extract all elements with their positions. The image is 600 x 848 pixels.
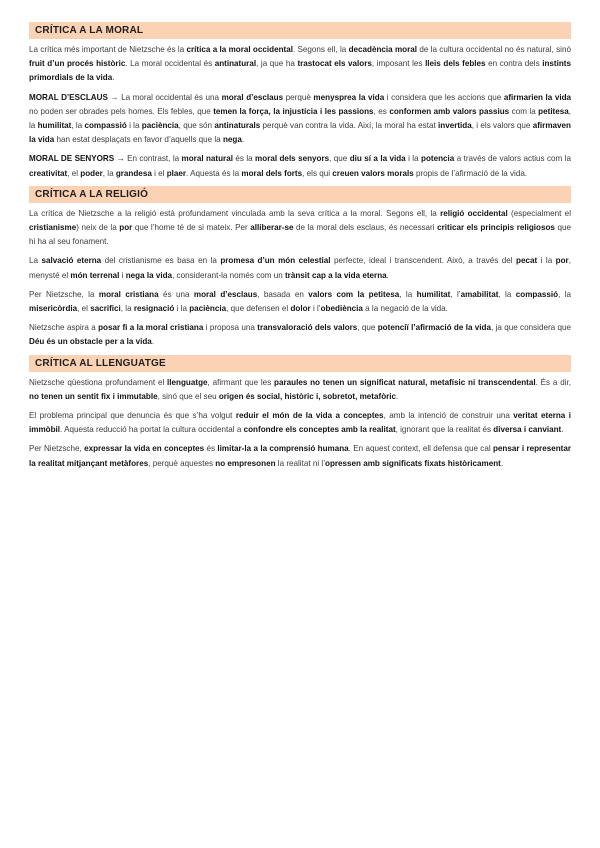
bold-text: pensar i representar la realitat mitjançant metàfores	[29, 444, 572, 468]
section-religio	[29, 186, 571, 350]
bold-text: compassió	[515, 289, 559, 299]
bold-text: petitesa	[538, 106, 569, 116]
text-run: , ignorant que la realitat és	[395, 425, 494, 435]
text-run: és	[204, 444, 218, 454]
text-run: perquè	[283, 92, 314, 102]
text-run: , la	[29, 106, 572, 131]
bold-text: afirmarien la vida	[503, 92, 572, 102]
bold-text: antinaturals	[214, 121, 261, 131]
bold-text: promesa d’un món celestial	[220, 256, 331, 266]
text-run: i el	[151, 168, 167, 178]
bold-text: opressen amb significats fixats històricament	[325, 458, 501, 468]
text-run: . Aquesta és la	[186, 168, 242, 178]
bold-text: llenguatge	[167, 377, 208, 387]
bold-text: dolor	[290, 304, 311, 314]
bold-text: afirmaven la vida	[29, 121, 571, 145]
bold-text: MORAL D’ESCLAUS	[29, 92, 108, 102]
bold-text: grandesa	[115, 168, 152, 178]
text-run: , que	[329, 154, 350, 164]
text-run: de la cultura occidental no és natural, sinó	[417, 45, 571, 54]
paragraph	[29, 442, 571, 470]
paragraph	[29, 43, 571, 86]
bold-text: moral dels senyors	[255, 154, 330, 164]
text-run: (especialment el	[507, 208, 571, 218]
bold-text: pecat	[516, 256, 538, 266]
bold-text: salvació eterna	[41, 256, 102, 266]
bold-text: paciència	[189, 304, 227, 314]
text-run: En contrast, la	[124, 154, 182, 164]
bold-text: sacrifici	[90, 304, 121, 314]
bold-text: instints primordials de la vida	[29, 59, 571, 83]
text-run: .	[241, 135, 245, 145]
text-run: .	[386, 270, 389, 280]
bold-text: amabilitat	[460, 289, 499, 299]
bold-text: Déu és un obstacle per a la vida	[29, 337, 152, 347]
text-run: i proposa una	[203, 323, 258, 333]
text-run: com la	[509, 106, 539, 116]
bold-text: transvaloració dels valors	[257, 323, 358, 333]
paragraph	[29, 254, 571, 282]
bold-text: MORAL DE SENYORS →	[29, 154, 125, 164]
text-run: La crítica de Nietzsche a la religió està profundament vinculada amb la seva crítica a la moral. Segons ell, la	[29, 208, 441, 218]
text-run: ) neix de la	[76, 223, 120, 233]
bold-text: limitar-la a la comprensió humana	[217, 444, 349, 454]
bold-text: crítica a la moral occidental	[186, 45, 293, 54]
section-moral	[29, 22, 571, 181]
text-run: i	[119, 270, 126, 280]
text-run: , la	[399, 289, 417, 299]
bold-text: por	[555, 256, 569, 266]
text-run: .	[396, 391, 399, 401]
bold-text: veritat eterna i immòbil	[29, 411, 571, 435]
text-run: i la	[174, 304, 190, 314]
text-run: , la	[498, 289, 516, 299]
bold-text: trastocat els valors	[297, 59, 372, 69]
bold-text: alliberar-se	[250, 223, 294, 233]
paragraph	[29, 376, 571, 404]
bold-text: humilitat	[416, 289, 451, 299]
text-run: , ja que ha	[256, 59, 298, 69]
bold-text: moral d’esclaus	[221, 92, 284, 102]
bold-text: nega la vida	[125, 270, 173, 280]
text-run: .	[151, 337, 155, 347]
text-run: . És a dir,	[535, 377, 571, 387]
bold-text: diu sí a la vida	[349, 154, 406, 164]
bold-text: fruit d’un procés històric	[29, 59, 126, 69]
text-run: Per Nietzsche, la	[29, 289, 99, 299]
text-run: perfecte, ideal i transcendent. Això, a través del	[330, 256, 517, 266]
bold-text: obediència	[320, 304, 363, 314]
bold-text: temen la força, la injustícia i les passions	[213, 106, 374, 116]
bold-text: antinatural	[214, 59, 257, 69]
bold-text: origen és social, històric i, sobretot, metafòric	[218, 391, 397, 401]
text-run: que hi ha al seu fonament.	[29, 223, 571, 247]
bold-text: paraules no tenen un significat natural, metafísic ni transcendental	[274, 377, 536, 387]
bold-text: paciència	[141, 121, 179, 131]
bold-text: poder	[80, 168, 103, 178]
text-run: Nietzsche qüestiona profundament el	[29, 377, 168, 387]
text-run: han estat desplaçats en favor d’aquells que la	[54, 135, 223, 145]
text-run: , amb la intenció de construir una	[383, 411, 514, 421]
bold-text: trànsit cap a la vida eterna	[284, 270, 387, 280]
bold-text: no empresonen	[215, 458, 276, 468]
section-llenguatge	[29, 355, 571, 471]
bold-text: compassió	[84, 121, 127, 131]
text-run: . Segons ell, la	[292, 45, 349, 54]
text-run: del cristianisme es basa en la	[101, 256, 221, 266]
text-run: , la	[71, 121, 85, 131]
text-run: , menysté el	[29, 256, 571, 280]
bold-text: creuen valors morals	[332, 168, 414, 178]
text-run: de la moral dels esclaus, és necessari	[293, 223, 438, 233]
text-run: , ja que considera que	[490, 323, 571, 333]
text-run: , que	[357, 323, 378, 333]
text-run: Nietzsche aspira a	[29, 323, 99, 333]
bold-text: moral cristiana	[98, 289, 159, 299]
text-run: és la	[232, 154, 256, 164]
paragraph	[29, 321, 571, 349]
text-run: , els qui	[302, 168, 333, 178]
text-run: i considera que les accions que	[384, 92, 504, 102]
paragraph	[29, 152, 571, 180]
text-run: , i els valors que	[471, 121, 533, 131]
text-run: , l’	[450, 289, 461, 299]
text-run: perquè van contra la vida. Així, la moral ha estat	[260, 121, 439, 131]
bold-text: conformen amb valors passius	[389, 106, 510, 116]
bold-text: lleis dels febles	[425, 59, 486, 69]
text-run: a la negació de la vida.	[362, 304, 448, 314]
text-run: , imposant les	[371, 59, 426, 69]
bold-text: moral dels forts	[241, 168, 303, 178]
text-run: la realitat ni l’	[275, 458, 325, 468]
text-run: , es	[373, 106, 390, 116]
bold-text: cristianisme	[29, 223, 77, 233]
paragraph	[29, 409, 571, 437]
bold-text: nega	[222, 135, 242, 145]
text-run: , la	[120, 304, 134, 314]
text-run: i la	[126, 121, 142, 131]
bold-text: posar fi a la moral cristiana	[98, 323, 204, 333]
bold-text: menyspreа la vida	[313, 92, 385, 102]
text-run: , el	[77, 304, 91, 314]
text-run: . En aquest context, ell defensa que cal	[348, 444, 493, 454]
text-run: i l’	[310, 304, 321, 314]
paragraph	[29, 288, 571, 316]
text-run: és una	[158, 289, 194, 299]
text-run: , sinó que el seu	[157, 391, 219, 401]
text-run: La crítica més important de Nietzsche és la	[29, 45, 187, 54]
text-run: , el	[67, 168, 81, 178]
text-run: , que defensen el	[226, 304, 291, 314]
text-run: que l’home té de si mateix. Per	[132, 223, 251, 233]
bold-text: decadència moral	[348, 45, 418, 54]
bold-text: moral d’esclaus	[193, 289, 258, 299]
text-run: . La moral occidental és	[125, 59, 215, 69]
bold-text: creativitat	[29, 168, 68, 178]
bold-text: no tenen un sentit fix i immutable	[29, 391, 158, 401]
text-run: , considerant-la només com un	[172, 270, 285, 280]
text-run: Per Nietzsche,	[29, 444, 85, 454]
bold-text: expressar la vida en conceptes	[84, 444, 205, 454]
text-run: .	[500, 458, 504, 468]
text-run: El problema principal que denuncia és que s’ha volgut	[29, 411, 236, 421]
bold-text: moral natural	[181, 154, 233, 164]
text-run: i la	[405, 154, 422, 164]
bold-text: criticar els principis religiosos	[437, 223, 555, 233]
bold-text: valors com la petitesa	[308, 289, 400, 299]
paragraph	[29, 207, 571, 250]
text-run: .	[561, 425, 564, 435]
bold-text: por	[119, 223, 133, 233]
text-run: a través de valors actius com la	[454, 154, 571, 164]
paragraph	[29, 91, 571, 148]
bold-text: potenciï l’afirmació de la vida	[377, 323, 491, 333]
bold-text: diversa i canviant	[493, 425, 562, 435]
text-run: , perquè aquestes	[148, 458, 216, 468]
bold-text: plaer	[166, 168, 187, 178]
text-run: i la	[537, 256, 556, 266]
section-heading-religio: CRÍTICA A LA RELIGIÓ	[29, 186, 571, 203]
bold-text: confondre els conceptes amb la realitat	[243, 425, 396, 435]
section-heading-moral: CRÍTICA A LA MORAL	[29, 22, 571, 39]
text-run: .	[112, 73, 115, 83]
text-run: , que són	[178, 121, 215, 131]
bold-text: invertida	[438, 121, 472, 131]
bold-text: religió occidental	[440, 208, 508, 218]
text-run: , basada en	[257, 289, 309, 299]
text-run: → La moral occidental és una	[107, 92, 222, 102]
bold-text: món terrenal	[70, 270, 120, 280]
bold-text: reduir el món de la vida a conceptes	[235, 411, 384, 421]
bold-text: humilitat	[37, 121, 72, 131]
bold-text: misericòrdia	[29, 304, 78, 314]
text-run: en contra dels	[485, 59, 543, 69]
text-run: La	[29, 256, 42, 266]
text-run: , la	[102, 168, 116, 178]
text-run: , la	[558, 289, 572, 299]
bold-text: resignació	[133, 304, 175, 314]
bold-text: potencia	[421, 154, 455, 164]
section-heading-llenguatge: CRÍTICA AL LLENGUATGE	[29, 355, 571, 372]
text-run: . Aquesta reducció ha portat la cultura occidental a	[60, 425, 244, 435]
text-run: , afirmant que les	[207, 377, 275, 387]
text-run: propis de l’afirmació de la vida.	[413, 168, 528, 178]
text-run: no poden ser obrades pels homes. Els febles, que	[29, 106, 214, 116]
